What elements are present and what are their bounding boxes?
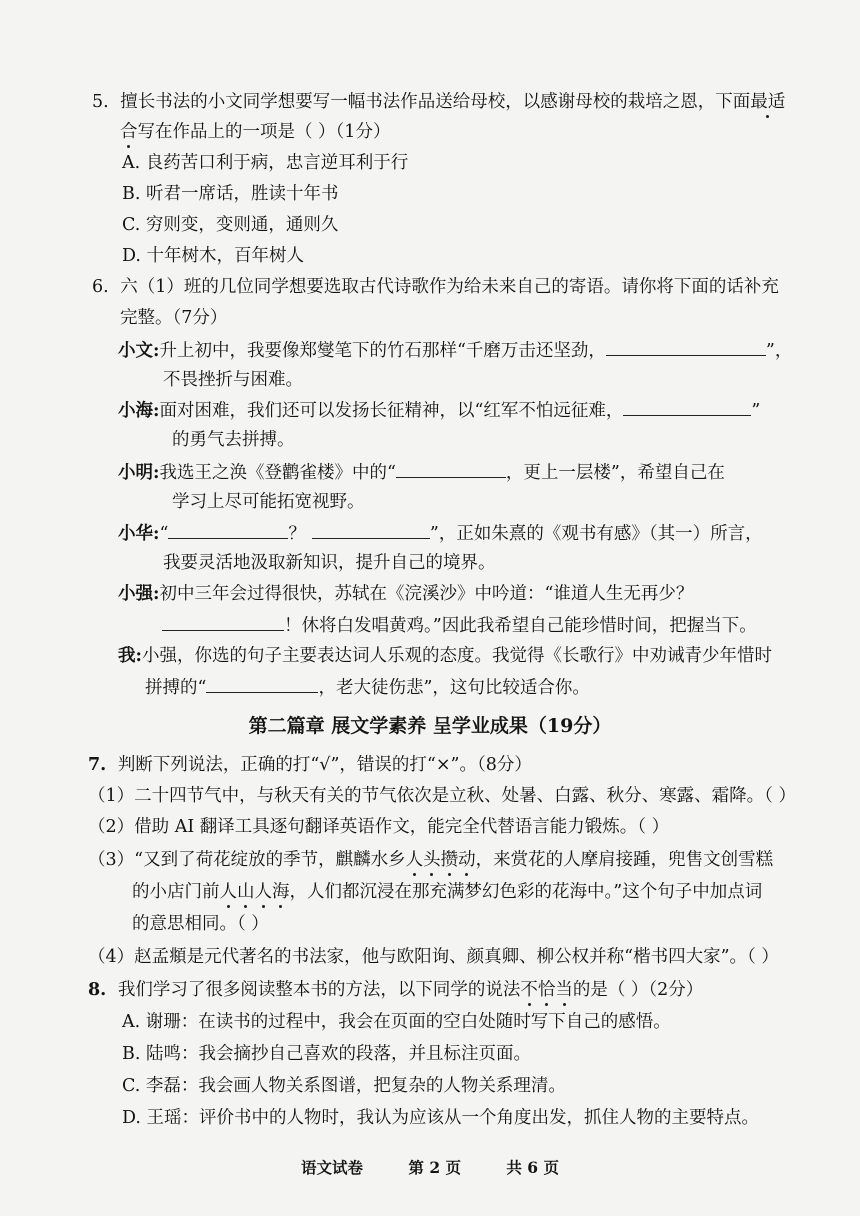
q6-xiaoqiang-line2 bbox=[162, 612, 757, 639]
q6-wo-line1 bbox=[118, 643, 772, 669]
q5-option-d: D. 十年树木，百年树人 bbox=[122, 246, 305, 266]
xiaowen-text-end: ”， bbox=[765, 341, 793, 361]
q8-emphasis: 不恰当 bbox=[520, 980, 573, 1000]
page-footer bbox=[0, 1156, 860, 1178]
q8-stem bbox=[88, 977, 703, 1003]
q7-item-3-line2 bbox=[132, 879, 762, 905]
q5-option-c: C. 穷则变，变则通，通则久 bbox=[122, 215, 339, 235]
q5-stem-text: 擅长书法的小文同学想要写一幅书法作品送给母校，以感谢母校的栽培之恩，下面 bbox=[120, 92, 751, 112]
xiaohai-text: 面对困难，我们还可以发扬长征精神，以“红军不怕远征难， bbox=[159, 401, 624, 421]
q7-item3-text-d: ，人们都沉浸在那充满梦幻色彩的花海中。”这个句子中加点词 bbox=[289, 882, 763, 902]
q6-stem-line1 bbox=[92, 274, 779, 300]
footer-page-number: 第 2 页 bbox=[408, 1158, 461, 1177]
q6-xiaohua-line2: 我要灵活地汲取新知识，提升自己的境界。 bbox=[163, 553, 496, 573]
xiaowen-text: 升上初中，我要像郑燮笔下的竹石那样“千磨万击还坚劲， bbox=[159, 341, 606, 361]
q5-stem-tail: 写在作品上的一项是（ ）（1分） bbox=[137, 122, 391, 142]
wo-text: 小强，你选的句子主要表达词人乐观的态度。我觉得《长歌行》中劝诫青少年惜时 bbox=[141, 646, 772, 666]
q6-xiaohai-line1 bbox=[118, 397, 760, 424]
q7-item3-emphasis-1: 人头攒动 bbox=[405, 850, 476, 870]
q7-item3-text-b: ，来赏花的人摩肩接踵，兜售文创雪糕 bbox=[475, 850, 774, 870]
answer-blank-2[interactable] bbox=[623, 397, 751, 416]
answer-blank-3[interactable] bbox=[396, 459, 506, 478]
xiaoming-text: 我选王之涣《登鹳雀楼》中的“ bbox=[159, 463, 396, 483]
q7-item-1: （1）二十四节气中，与秋天有关的节气依次是立秋、处暑、白露、秋分、寒露、霜降。（ ） bbox=[88, 786, 796, 806]
speaker-xiaoming: 小明: bbox=[118, 463, 160, 483]
q6-stem-text: 六（1）班的几位同学想要选取古代诗歌作为给未来自己的寄语。请你将下面的话补充 bbox=[120, 277, 779, 297]
q7-stem-text: 判断下列说法，正确的打“√”，错误的打“×”。（8分） bbox=[117, 755, 532, 775]
q5-number: 5. bbox=[92, 92, 109, 112]
q6-xiaohai-line2: 的勇气去拼搏。 bbox=[172, 430, 295, 450]
wo-text-2: 拼搏的“ bbox=[145, 678, 207, 698]
xiaohua-quote-open: “ bbox=[159, 524, 169, 544]
answer-blank-5[interactable] bbox=[312, 520, 430, 539]
q7-stem bbox=[88, 752, 532, 778]
q6-xiaoqiang-line1 bbox=[118, 581, 693, 607]
q7-item-2: （2）借助 AI 翻译工具逐句翻译英语作文，能完全代替语言能力锻炼。（ ） bbox=[88, 817, 670, 837]
q6-xiaoming-line2: 学习上尽可能拓宽视野。 bbox=[172, 492, 365, 512]
answer-blank-4[interactable] bbox=[168, 520, 288, 539]
speaker-xiaohai: 小海: bbox=[118, 401, 160, 421]
q6-xiaowen-line2: 不畏挫折与困难。 bbox=[163, 370, 303, 390]
section-title: 第二篇章 展文学素养 呈学业成果（19分） bbox=[248, 715, 612, 737]
q6-wo-line2 bbox=[145, 674, 590, 701]
q8-number: 8. bbox=[88, 980, 107, 1000]
q8-option-d: D. 王瑶：评价书中的人物时，我认为应该从一个角度出发，抓住人物的主要特点。 bbox=[122, 1108, 760, 1128]
q7-item-3-line1 bbox=[88, 847, 773, 873]
q7-item-4: （4）赵孟頫是元代著名的书法家，他与欧阳询、颜真卿、柳公权并称“楷书四大家”。（ ） bbox=[88, 947, 779, 967]
q6-xiaohua-line1 bbox=[118, 520, 763, 547]
q5-emphasis-2: 合 bbox=[120, 122, 138, 142]
q5-option-b: B. 听君一席话，胜读十年书 bbox=[122, 184, 339, 204]
q6-xiaoming-line1 bbox=[118, 459, 725, 486]
xiaoming-text-end: ，更上一层楼”，希望自己在 bbox=[505, 463, 725, 483]
q7-item-3-line3: 的意思相同。（ ） bbox=[132, 914, 269, 934]
xiaohua-question-mark: ？ bbox=[288, 524, 306, 544]
wo-text-end: ，老大徒伤悲”，这句比较适合你。 bbox=[318, 678, 590, 698]
q5-stem-line2 bbox=[120, 119, 390, 145]
footer-subject: 语文试卷 bbox=[301, 1158, 364, 1177]
answer-blank-1[interactable] bbox=[606, 337, 766, 356]
q7-item3-emphasis-2: 人山人海 bbox=[219, 882, 290, 902]
q7-item3-text-a: （3）“又到了荷花绽放的季节，麒麟水乡 bbox=[88, 850, 406, 870]
q7-item3-text-c: 的小店门前 bbox=[132, 882, 220, 902]
q8-stem-tail: 的是（ ）（2分） bbox=[572, 980, 704, 1000]
q8-option-b: B. 陆鸣：我会摘抄自己喜欢的段落，并且标注页面。 bbox=[122, 1044, 531, 1064]
q6-stem-line2: 完整。（7分） bbox=[120, 308, 228, 328]
xiaohua-text-end: ”，正如朱熹的《观书有感》（其一）所言， bbox=[429, 524, 763, 544]
xiaoqiang-text-end: ！休将白发唱黄鸡。”因此我希望自己能珍惜时间，把握当下。 bbox=[284, 616, 757, 636]
q8-option-c: C. 李磊：我会画人物关系图谱，把复杂的人物关系理清。 bbox=[122, 1076, 566, 1096]
xiaoqiang-text: 初中三年会过得很快，苏轼在《浣溪沙》中吟道：“谁道人生无再少？ bbox=[159, 584, 694, 604]
q5-emphasis-dots bbox=[750, 92, 785, 112]
answer-blank-7[interactable] bbox=[206, 674, 318, 693]
q6-xiaowen-line1 bbox=[118, 337, 792, 364]
xiaohai-text-end: ” bbox=[751, 401, 761, 421]
footer-total-pages: 共 6 页 bbox=[506, 1158, 559, 1177]
q6-number: 6. bbox=[92, 277, 109, 297]
q5-stem-line1 bbox=[92, 89, 785, 115]
speaker-xiaowen: 小文: bbox=[118, 341, 160, 361]
speaker-wo: 我: bbox=[118, 646, 142, 666]
q7-number: 7. bbox=[88, 755, 107, 775]
q8-option-a: A. 谢珊：在读书的过程中，我会在页面的空白处随时写下自己的感悟。 bbox=[122, 1012, 671, 1032]
q8-stem-text: 我们学习了很多阅读整本书的方法，以下同学的说法 bbox=[117, 980, 521, 1000]
answer-blank-6[interactable] bbox=[162, 612, 284, 631]
q5-emphasis-1: 最适 bbox=[750, 92, 786, 112]
q5-option-a: A. 良药苦口利于病，忠言逆耳利于行 bbox=[122, 153, 409, 173]
speaker-xiaohua: 小华: bbox=[118, 524, 160, 544]
speaker-xiaoqiang: 小强: bbox=[118, 584, 160, 604]
